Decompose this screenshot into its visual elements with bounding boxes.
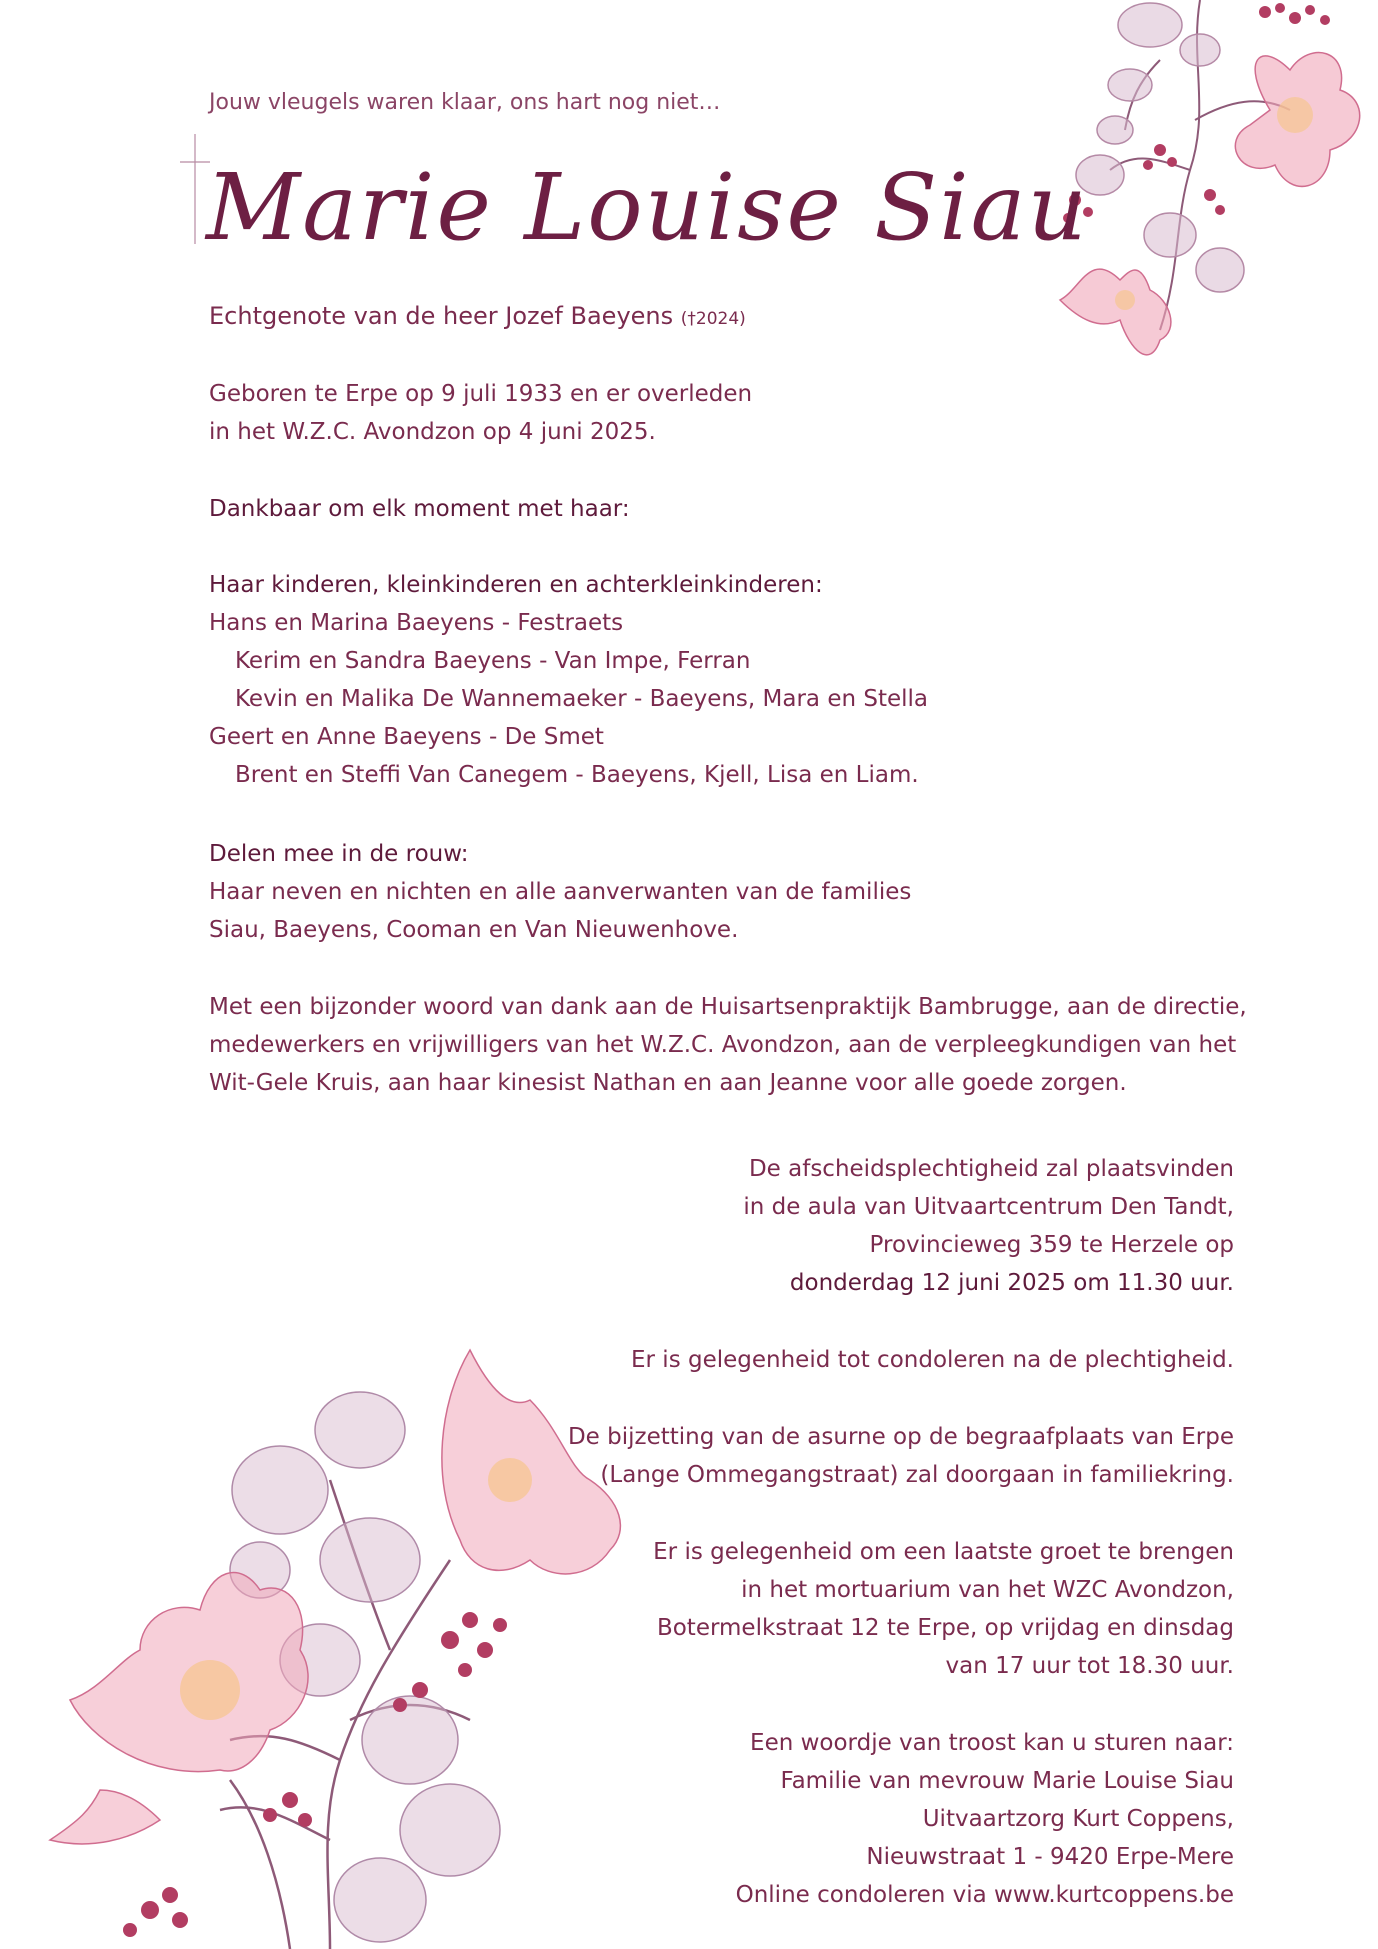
ceremony-line-3: Provincieweg 359 te Herzele op xyxy=(869,1232,1234,1258)
comfort-line-3: Uitvaartzorg Kurt Coppens, xyxy=(922,1806,1234,1832)
condolence-info: Er is gelegenheid tot condoleren na de plechtigheid. xyxy=(631,1347,1234,1373)
ceremony-date: donderdag 12 juni 2025 om 11.30 uur. xyxy=(789,1270,1234,1296)
thanks-line-1: Met een bijzonder woord van dank aan de Huisartsenpraktijk Bambrugge, aan de directie, xyxy=(209,994,1247,1020)
spouse-text: Echtgenote van de heer Jozef Baeyens xyxy=(209,302,674,330)
birth-line-1: Geboren te Erpe op 9 juli 1933 en er overleden xyxy=(209,381,753,407)
ceremony-line-2: in de aula van Uitvaartcentrum Den Tandt, xyxy=(743,1194,1234,1220)
deceased-name: Marie Louise Siau xyxy=(206,154,1089,261)
floral-decoration-top xyxy=(1040,0,1378,390)
tagline: Jouw vleugels waren klaar, ons hart nog niet… xyxy=(209,90,721,115)
visit-line-1: Er is gelegenheid om een laatste groet te brengen xyxy=(653,1539,1234,1565)
floral-decoration-bottom xyxy=(30,1320,650,1949)
visit-line-4: van 17 uur tot 18.30 uur. xyxy=(945,1653,1234,1679)
comfort-line-1: Een woordje van troost kan u sturen naar: xyxy=(750,1730,1234,1756)
children-heading: Haar kinderen, kleinkinderen en achterkleinkinderen: xyxy=(209,572,823,598)
family-item: Geert en Anne Baeyens - De Smet xyxy=(209,724,604,750)
mourning-line-1: Haar neven en nichten en alle aanverwanten van de families xyxy=(209,879,912,905)
visit-line-3: Botermelkstraat 12 te Erpe, op vrijdag en dinsdag xyxy=(656,1615,1234,1641)
mourning-line-2: Siau, Baeyens, Cooman en Van Nieuwenhove. xyxy=(209,917,739,943)
comfort-line-4: Nieuwstraat 1 - 9420 Erpe-Mere xyxy=(866,1844,1234,1870)
thanks-line-3: Wit-Gele Kruis, aan haar kinesist Nathan en aan Jeanne voor alle goede zorgen. xyxy=(209,1070,1127,1096)
family-list xyxy=(209,604,928,794)
visit-line-2: in het mortuarium van het WZC Avondzon, xyxy=(741,1577,1234,1603)
online-condolence-link[interactable]: Online condoleren via www.kurtcoppens.be xyxy=(735,1882,1234,1908)
ceremony-line-1: De afscheidsplechtigheid zal plaatsvinden xyxy=(748,1156,1234,1182)
spouse-death-year: (†2024) xyxy=(680,309,746,329)
spouse-line xyxy=(209,297,746,338)
birth-line-2: in het W.Z.C. Avondzon op 4 juni 2025. xyxy=(209,419,656,445)
family-item: Kerim en Sandra Baeyens - Van Impe, Ferran xyxy=(235,648,751,674)
mourning-heading: Delen mee in de rouw: xyxy=(209,841,469,867)
burial-line-2: (Lange Ommegangstraat) zal doorgaan in familiekring. xyxy=(600,1462,1234,1488)
thanks-line-2: medewerkers en vrijwilligers van het W.Z.C. Avondzon, aan de verpleegkundigen van het xyxy=(209,1032,1237,1058)
grateful-heading: Dankbaar om elk moment met haar: xyxy=(209,496,630,522)
family-item: Hans en Marina Baeyens - Festraets xyxy=(209,610,624,636)
comfort-line-2: Familie van mevrouw Marie Louise Siau xyxy=(780,1768,1234,1794)
family-item: Kevin en Malika De Wannemaeker - Baeyens, Mara en Stella xyxy=(235,686,929,712)
burial-line-1: De bijzetting van de asurne op de begraafplaats van Erpe xyxy=(567,1424,1234,1450)
family-item: Brent en Steffi Van Canegem - Baeyens, Kjell, Lisa en Liam. xyxy=(235,762,919,788)
